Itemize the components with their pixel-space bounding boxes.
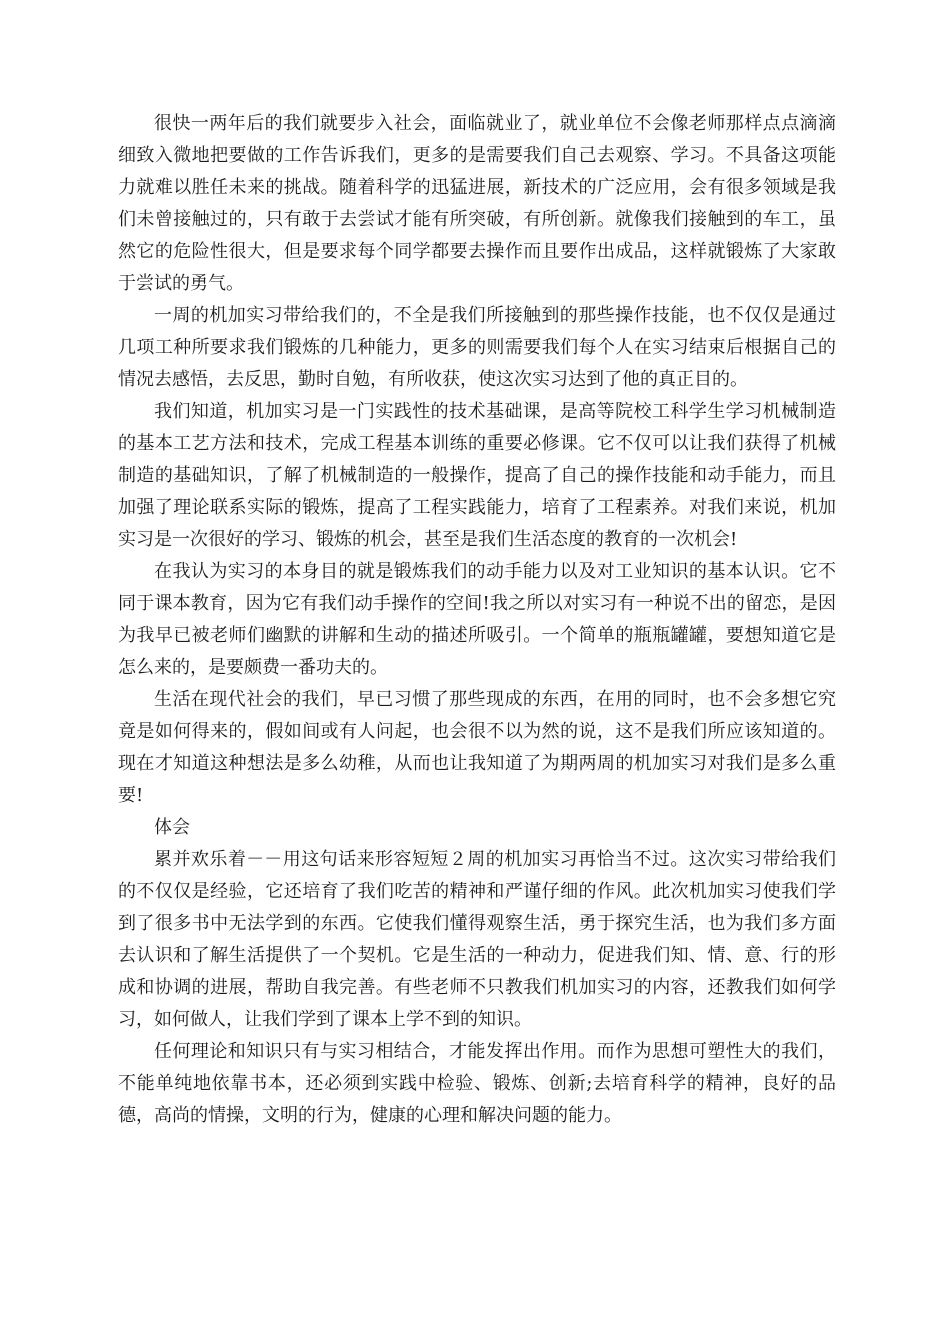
section-heading: 体会 [154,817,190,838]
paragraph-7: 任何理论和知识只有与实习相结合，才能发挥出作用。而作为思想可塑性大的我们，不能单纯地依靠书本，还必须到实践中检验、锻炼、创新;去培育科学的精神，良好的品德，高尚的情操，文明的行为，健康的心理和解决问题的能力。 [118,1041,836,1126]
paragraph-1: 很快一两年后的我们就要步入社会，面临就业了，就业单位不会像老师那样点点滴滴细致入微地把要做的工作告诉我们，更多的是需要我们自己去观察、学习。不具备这项能力就难以胜任未来的挑战。随着科学的迅猛进展，新技术的广泛应用，会有很多领域是我们未曾接触过的，只有敢于去尝试才能有所突破，有所创新。就像我们接触到的车工，虽然它的危险性很大，但是要求每个同学都要去操作而且要作出成品，这样就锻炼了大家敢于尝试的勇气。 [118,113,836,294]
paragraph-6: 累并欢乐着－－用这句话来形容短短２周的机加实习再恰当不过。这次实习带给我们的不仅仅是经验，它还培育了我们吃苦的精神和严谨仔细的作风。此次机加实习使我们学到了很多书中无法学到的东西。它使我们懂得观察生活，勇于探究生活，也为我们多方面去认识和了解生活提供了一个契机。它是生活的一种动力，促进我们知、情、意、行的形成和协调的进展，帮助自我完善。有些老师不只教我们机加实习的内容，还教我们如何学习，如何做人，让我们学到了课本上学不到的知识。 [118,849,836,1030]
paragraph-5: 生活在现代社会的我们，早已习惯了那些现成的东西，在用的同时，也不会多想它究竟是如何得来的，假如间或有人问起，也会很不以为然的说，这不是我们所应该知道的。现在才知道这种想法是多么幼稚，从而也让我知道了为期两周的机加实习对我们是多么重要! [118,689,836,806]
paragraph-2: 一周的机加实习带给我们的，不全是我们所接触到的那些操作技能，也不仅仅是通过几项工种所要求我们锻炼的几种能力，更多的则需要我们每个人在实习结束后根据自己的情况去感悟，去反思，勤时自勉，有所收获，使这次实习达到了他的真正目的。 [118,305,836,390]
document-body [118,108,836,1132]
paragraph-3: 我们知道，机加实习是一门实践性的技术基础课，是高等院校工科学生学习机械制造的基本工艺方法和技术，完成工程基本训练的重要必修课。它不仅可以让我们获得了机械制造的基础知识，了解了机械制造的一般操作，提高了自己的操作技能和动手能力，而且加强了理论联系实际的锻炼，提高了工程实践能力，培育了工程素养。对我们来说，机加实习是一次很好的学习、锻炼的机会，甚至是我们生活态度的教育的一次机会! [118,401,836,550]
paragraph-4: 在我认为实习的本身目的就是锻炼我们的动手能力以及对工业知识的基本认识。它不同于课本教育，因为它有我们动手操作的空间!我之所以对实习有一种说不出的留恋，是因为我早已被老师们幽默的讲解和生动的描述所吸引。一个简单的瓶瓶罐罐，要想知道它是怎么来的，是要颇费一番功夫的。 [118,561,836,678]
